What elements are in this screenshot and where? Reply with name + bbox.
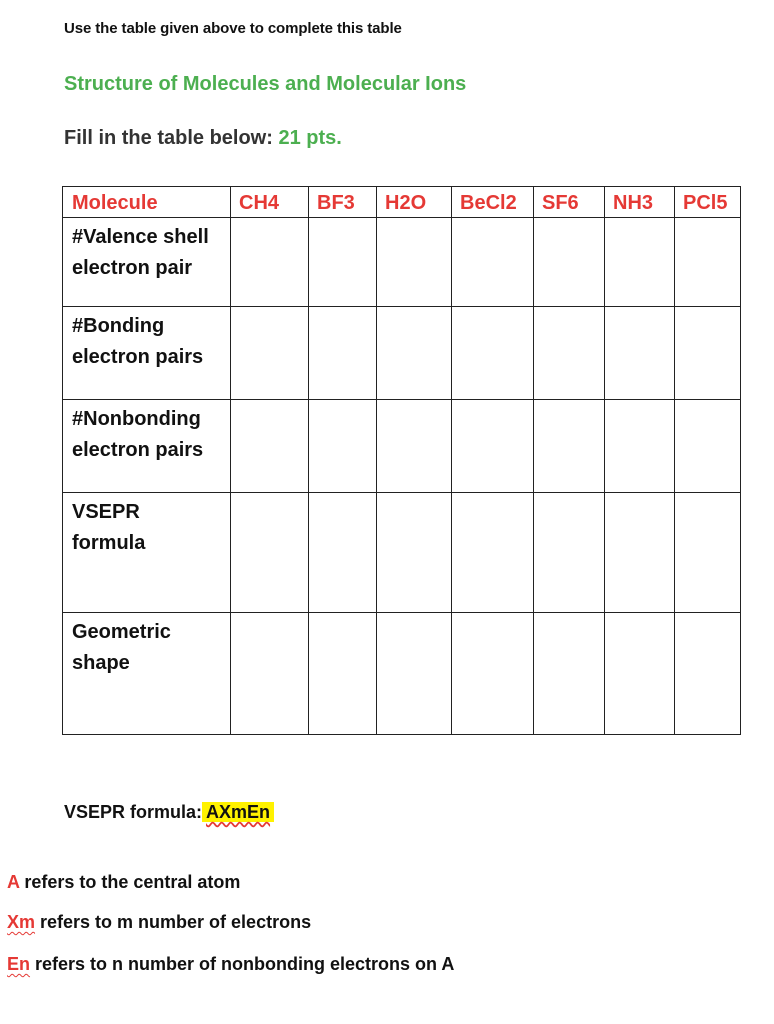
row-label-geometric	[63, 613, 231, 735]
table-cell[interactable]	[675, 218, 741, 307]
definition-text: refers to n number of nonbonding electrons on A	[30, 954, 455, 974]
table-row	[63, 613, 741, 735]
header-becl2: BeCl2	[452, 187, 534, 218]
table-cell[interactable]	[675, 493, 741, 613]
fill-label: Fill in the table below:	[64, 127, 273, 149]
row-label-nonbonding	[63, 400, 231, 493]
fill-instruction	[64, 127, 342, 150]
header-nh3: NH3	[605, 187, 675, 218]
table-row	[63, 493, 741, 613]
header-sf6: SF6	[534, 187, 605, 218]
definition-text: refers to the central atom	[19, 872, 241, 892]
points-value: 21 pts.	[278, 127, 342, 149]
header-h2o: H2O	[377, 187, 452, 218]
definition-symbol: Xm	[7, 912, 36, 932]
table-cell[interactable]	[452, 218, 534, 307]
table-cell[interactable]	[309, 400, 377, 493]
table-cell[interactable]	[231, 613, 309, 735]
table-cell[interactable]	[309, 218, 377, 307]
row-label-line: formula	[72, 532, 146, 554]
row-label-vsepr	[63, 493, 231, 613]
definition-a	[7, 872, 240, 893]
definition-xm	[7, 912, 311, 933]
row-label-bonding	[63, 307, 231, 400]
table-cell[interactable]	[231, 218, 309, 307]
table-cell[interactable]	[377, 613, 452, 735]
row-label-line: electron pairs	[72, 439, 204, 461]
page-title: Structure of Molecules and Molecular Ions	[64, 73, 467, 95]
header-pcl5: PCl5	[675, 187, 741, 218]
definition-en	[7, 954, 454, 975]
table-cell[interactable]	[377, 400, 452, 493]
table-cell[interactable]	[534, 613, 605, 735]
table-cell[interactable]	[377, 307, 452, 400]
table-cell[interactable]	[309, 493, 377, 613]
table-cell[interactable]	[605, 613, 675, 735]
table-cell[interactable]	[231, 400, 309, 493]
table-cell[interactable]	[534, 218, 605, 307]
table-cell[interactable]	[534, 307, 605, 400]
header-bf3: BF3	[309, 187, 377, 218]
table-cell[interactable]	[452, 400, 534, 493]
definition-symbol: A	[7, 872, 20, 892]
row-label-line: #Valence shell	[72, 226, 209, 248]
table-row	[63, 307, 741, 400]
formula-value: AXmEn	[206, 802, 271, 822]
definition-symbol: En	[7, 954, 31, 974]
table-cell[interactable]	[377, 493, 452, 613]
row-label-line: shape	[72, 652, 130, 674]
row-label-line: VSEPR	[72, 501, 140, 523]
table-cell[interactable]	[452, 307, 534, 400]
table-cell[interactable]	[534, 493, 605, 613]
table-row	[63, 400, 741, 493]
table-header-row	[63, 187, 741, 218]
formula-label: VSEPR formula:	[64, 802, 203, 822]
row-label-valence	[63, 218, 231, 307]
row-label-line: electron pair	[72, 257, 193, 279]
table-cell[interactable]	[309, 613, 377, 735]
table-cell[interactable]	[675, 613, 741, 735]
table-cell[interactable]	[231, 307, 309, 400]
definition-text: refers to m number of electrons	[35, 912, 312, 932]
molecule-table	[62, 186, 741, 735]
table-row	[63, 218, 741, 307]
header-molecule: Molecule	[63, 187, 231, 218]
table-cell[interactable]	[605, 493, 675, 613]
row-label-line: Geometric	[72, 621, 171, 643]
table-cell[interactable]	[452, 613, 534, 735]
row-label-line: #Bonding	[72, 315, 165, 337]
header-ch4: CH4	[231, 187, 309, 218]
table-cell[interactable]	[605, 400, 675, 493]
table-cell[interactable]	[452, 493, 534, 613]
table-cell[interactable]	[534, 400, 605, 493]
row-label-line: #Nonbonding	[72, 408, 201, 430]
instruction-text: Use the table given above to complete this table	[64, 20, 402, 37]
table-cell[interactable]	[605, 307, 675, 400]
table-cell[interactable]	[675, 307, 741, 400]
formula-highlight	[202, 802, 274, 822]
row-label-line: electron pairs	[72, 346, 204, 368]
table-cell[interactable]	[309, 307, 377, 400]
table-cell[interactable]	[231, 493, 309, 613]
vsepr-formula-line	[64, 802, 274, 823]
table-cell[interactable]	[377, 218, 452, 307]
table-cell[interactable]	[675, 400, 741, 493]
table-cell[interactable]	[605, 218, 675, 307]
